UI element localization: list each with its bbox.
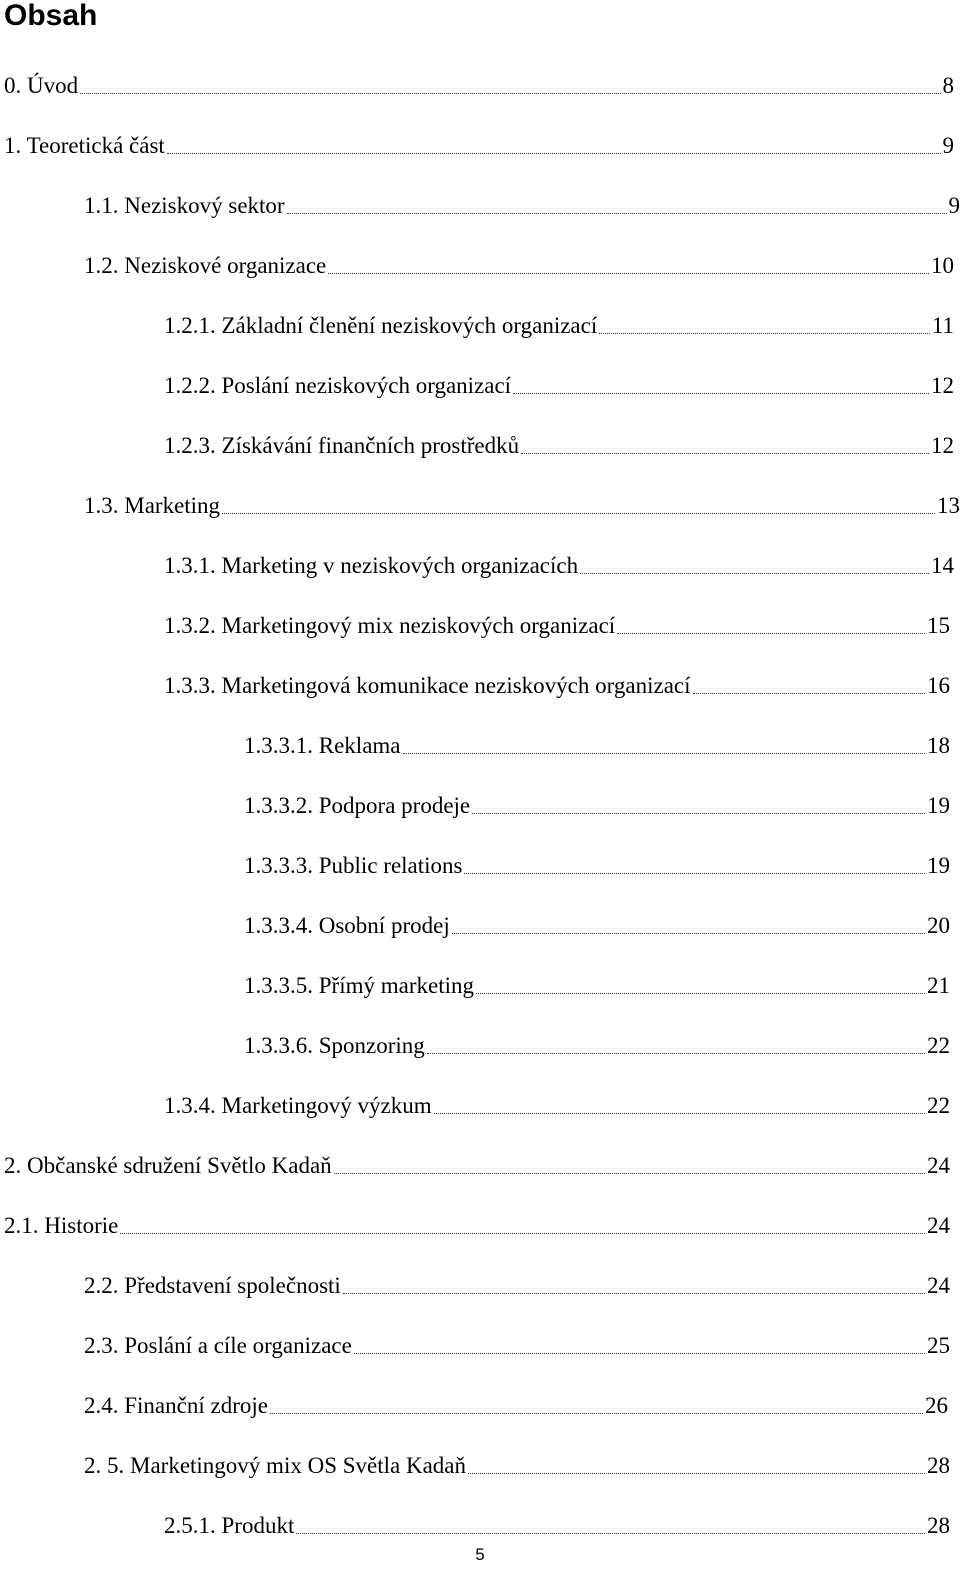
toc-entry-label: 1.3.3.1. Reklama: [244, 733, 401, 758]
toc-entry-label: 1.1. Neziskový sektor: [84, 193, 285, 218]
toc-leader: [403, 753, 926, 754]
toc-entry-page: 10: [931, 253, 954, 278]
toc-entry-label: 2. Občanské sdružení Světlo Kadaň: [4, 1153, 332, 1178]
toc-entry: [244, 1028, 950, 1060]
toc-entry-page: 19: [927, 793, 950, 818]
toc-entry-page: 24: [927, 1153, 950, 1178]
toc-leader: [167, 153, 941, 154]
toc-entry-label: 2.2. Představení společnosti: [84, 1273, 341, 1298]
toc-leader: [617, 633, 925, 634]
toc-entry: [164, 668, 950, 700]
toc-entry-label: 2.5.1. Produkt: [164, 1513, 295, 1538]
toc-entry: [84, 188, 960, 220]
toc-entry: [4, 68, 954, 100]
toc-entry-label: 1.3.1. Marketing v neziskových organizacích: [164, 553, 579, 578]
toc-entry-page: 11: [931, 313, 954, 338]
toc-entry: [4, 1208, 950, 1240]
toc-entry-label: 1.3.3.3. Public relations: [244, 853, 463, 878]
toc-entry-page: 12: [931, 373, 954, 398]
toc-entry-label: 1.3.2. Marketingový mix neziskových organizací: [164, 613, 616, 638]
toc-entry-page: 18: [927, 733, 950, 758]
toc-entry: [164, 1508, 950, 1540]
toc-leader: [434, 1113, 925, 1114]
toc-entry: [4, 1148, 950, 1180]
toc-entry: [164, 368, 954, 400]
toc-entry-label: 2. 5. Marketingový mix OS Světla Kadaň: [84, 1453, 467, 1478]
toc-leader: [343, 1293, 925, 1294]
toc-leader: [328, 273, 929, 274]
toc-entry-page: 22: [927, 1033, 950, 1058]
toc-leader: [464, 873, 925, 874]
toc-leader: [513, 393, 929, 394]
toc-entry-label: 1.3.3.2. Podpora prodeje: [244, 793, 471, 818]
toc-entry: [84, 1268, 950, 1300]
toc-leader: [693, 693, 926, 694]
toc-entry-label: 1. Teoretická část: [4, 133, 165, 158]
toc-entry-page: 8: [942, 73, 954, 98]
toc-entry-label: 1.2.2. Poslání neziskových organizací: [164, 373, 512, 398]
toc-leader: [468, 1473, 925, 1474]
toc-entry: [84, 248, 954, 280]
toc-entry-label: 1.3.3.6. Sponzoring: [244, 1033, 425, 1058]
toc-entry-page: 24: [927, 1213, 950, 1238]
toc-leader: [80, 93, 940, 94]
page-number: 5: [475, 1545, 485, 1564]
toc-entry-page: 20: [927, 913, 950, 938]
toc-leader: [427, 1053, 925, 1054]
toc-entry-label: 1.3. Marketing: [84, 493, 221, 518]
toc-entry-label: 1.3.4. Marketingový výzkum: [164, 1093, 432, 1118]
toc-entry-page: 28: [927, 1453, 950, 1478]
toc-leader: [452, 933, 925, 934]
toc-entry: [164, 608, 950, 640]
toc-entry-label: 1.3.3. Marketingová komunikace neziskových organizací: [164, 673, 691, 698]
toc-leader: [599, 333, 930, 334]
toc-entry-page: 21: [927, 973, 950, 998]
toc-entry-page: 15: [927, 613, 950, 638]
toc-leader: [222, 513, 935, 514]
toc-entry-page: 26: [925, 1393, 948, 1418]
toc-entry-page: 12: [931, 433, 954, 458]
toc-leader: [120, 1233, 925, 1234]
toc-entry-page: 16: [927, 673, 950, 698]
toc-entry-page: 13: [937, 493, 960, 518]
toc-entry: [164, 428, 954, 460]
toc-entry-label: 1.2.3. Získávání finančních prostředků: [164, 433, 520, 458]
toc-entry-page: 22: [927, 1093, 950, 1118]
toc-entry-label: 2.1. Historie: [4, 1213, 119, 1238]
toc-entry-label: 1.3.3.5. Přímý marketing: [244, 973, 474, 998]
toc-entry-label: 2.4. Finanční zdroje: [84, 1393, 268, 1418]
toc-entry-page: 28: [927, 1513, 950, 1538]
toc-entry: [164, 308, 954, 340]
toc-entry-label: 2.3. Poslání a cíle organizace: [84, 1333, 352, 1358]
toc-entry-page: 9: [942, 133, 954, 158]
toc-leader: [270, 1413, 923, 1414]
toc-leader: [580, 573, 929, 574]
toc-leader: [296, 1533, 925, 1534]
toc-entry-page: 9: [948, 193, 960, 218]
toc-leader: [472, 813, 925, 814]
toc-leader: [334, 1173, 925, 1174]
toc-entry: [244, 788, 950, 820]
toc-entry-page: 14: [931, 553, 954, 578]
toc-entry: [84, 488, 960, 520]
toc-entry-page: 25: [927, 1333, 950, 1358]
toc-title: Obsah: [4, 0, 98, 32]
toc-entry-label: 1.2. Neziskové organizace: [84, 253, 327, 278]
toc-entry-label: 1.2.1. Základní členění neziskových organizací: [164, 313, 598, 338]
toc-entry-page: 24: [927, 1273, 950, 1298]
toc-entry-page: 19: [927, 853, 950, 878]
toc-entry: [164, 1088, 950, 1120]
toc-entry: [244, 908, 950, 940]
toc-entry: [84, 1448, 950, 1480]
toc-entry: [244, 728, 950, 760]
toc-entry: [84, 1328, 950, 1360]
toc-entry-label: 1.3.3.4. Osobní prodej: [244, 913, 450, 938]
toc-entry: [244, 968, 950, 1000]
toc-leader: [476, 993, 925, 994]
toc-entry: [4, 128, 954, 160]
toc-entry: [244, 848, 950, 880]
toc-entry: [164, 548, 954, 580]
toc-entry: [84, 1388, 948, 1420]
toc-leader: [354, 1353, 925, 1354]
toc-leader: [287, 213, 947, 214]
toc-entry-label: 0. Úvod: [4, 73, 79, 98]
toc-leader: [521, 453, 929, 454]
